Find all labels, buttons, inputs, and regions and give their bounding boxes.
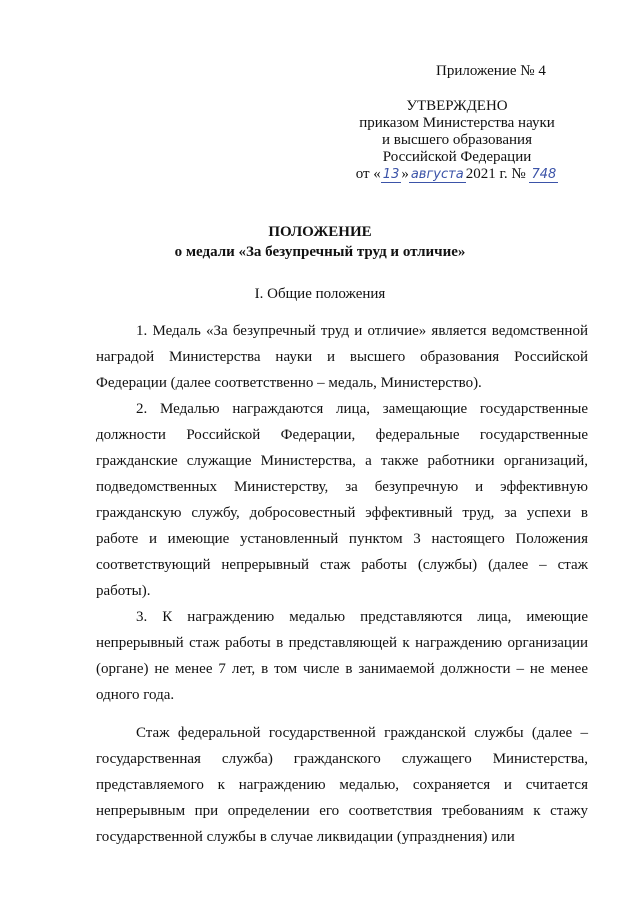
appendix-label: Приложение № 4 <box>436 63 546 79</box>
approval-date <box>327 166 587 183</box>
paragraph-1: 1. Медаль «За безупречный труд и отличие» является ведомственной наградой Министерства науки и высшего образования Российской Федерации (далее соответственно – медаль, Министерство). <box>96 323 588 391</box>
date-day: 13 <box>382 167 400 182</box>
approval-block <box>327 98 587 183</box>
date-prefix: от « <box>355 166 381 182</box>
paragraph-4: Стаж федеральной государственной гражданской службы (далее – государственная служба) гражданского служащего Министерства, представляемого к награждению медалью, сохраняется и считается непрерывным при определении его соответствия требованиям к стажу государственной службы в случае ликвидации (упразднения) или <box>96 725 588 845</box>
approval-line-1: приказом Министерства науки <box>359 115 555 131</box>
document-body <box>96 318 588 850</box>
date-year: 2021 г. № <box>465 166 526 182</box>
date-month: августа <box>410 167 464 182</box>
document-title <box>0 222 640 262</box>
section-heading: I. Общие положения <box>254 286 386 302</box>
approval-line-2: и высшего образования <box>382 132 532 148</box>
paragraph-2: 2. Медалью награждаются лица, замещающие государственные должности Российской Федерации, федеральные государственные гражданские служащие Министерства, а также работники организаций, подведомственных Министерству, за безупречную и эффективную гражданскую службу, добросовестный эффективный труд, за успехи в работе и имеющие установленный пунктом 3 настоящего Положения соответствующий непрерывный стаж работы (службы) (далее – стаж работы). <box>96 401 588 599</box>
paragraph-3: 3. К награждению медалью представляются лица, имеющие непрерывный стаж работы в представляющей к награждению организации (органе) не менее 7 лет, в том числе в занимаемой должности – не менее одного года. <box>96 609 588 703</box>
approved-label: УТВЕРЖДЕНО <box>406 98 508 114</box>
approval-line-3: Российской Федерации <box>382 149 532 165</box>
order-number: 748 <box>531 167 557 182</box>
date-mid: » <box>401 166 409 182</box>
title-line-2: о медали «За безупречный труд и отличие» <box>174 244 466 260</box>
title-line-1: ПОЛОЖЕНИЕ <box>268 224 372 240</box>
